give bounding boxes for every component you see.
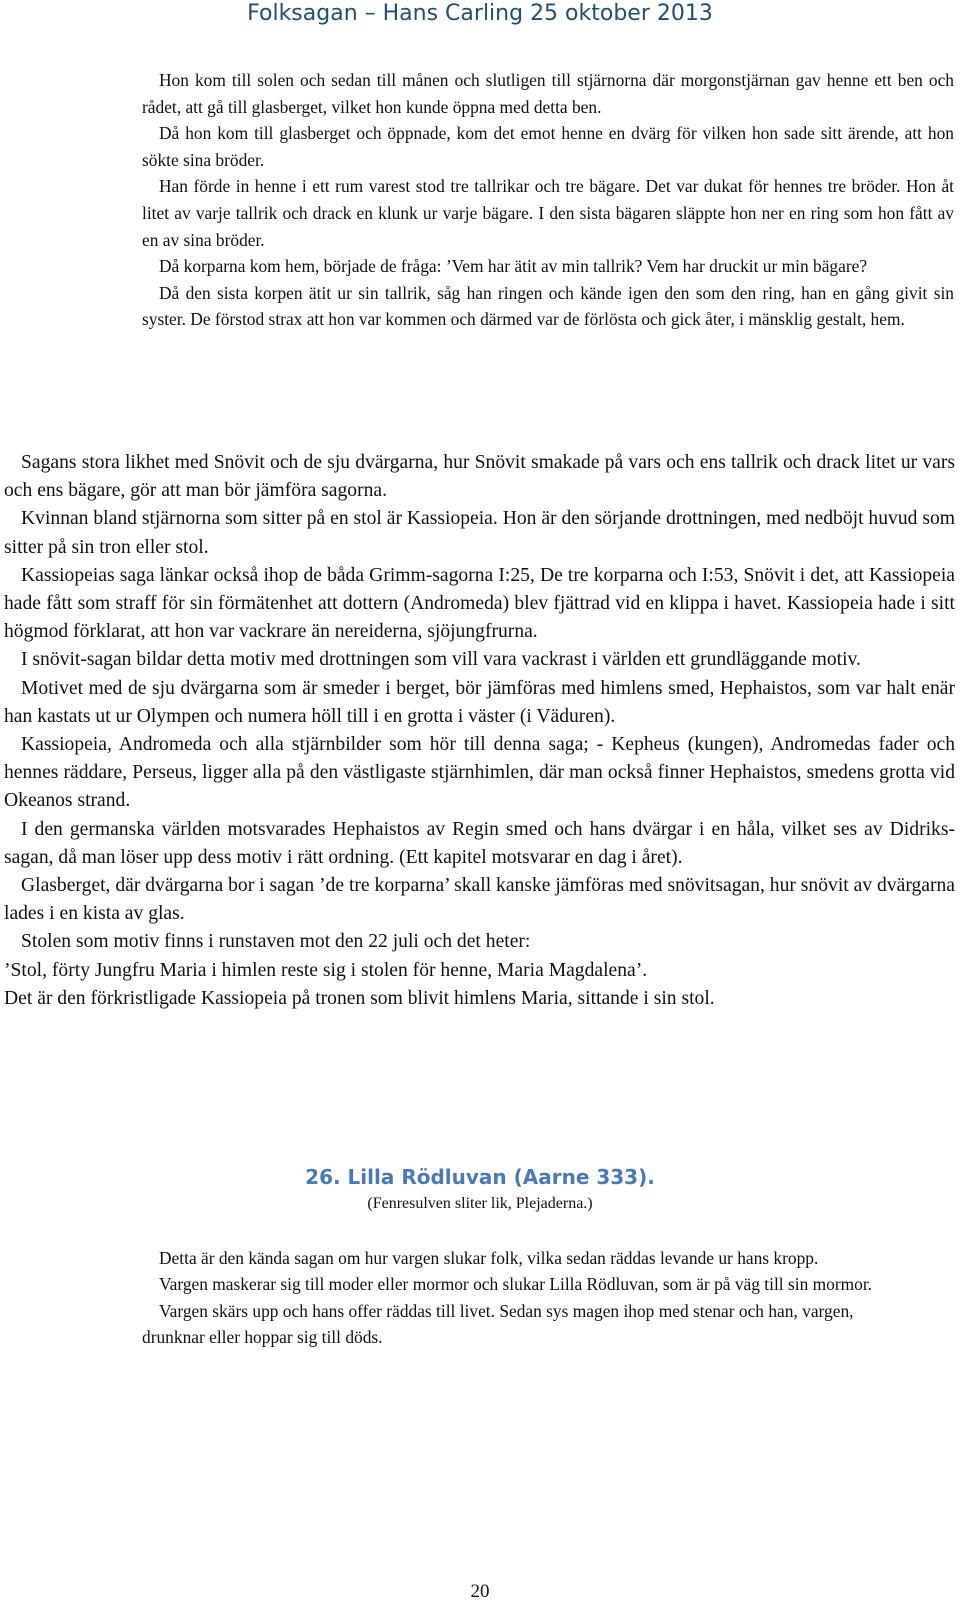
quote-paragraph: Då hon kom till glasberget och öppnade, kom det emot henne en dvärg för vilken hon sade sitt ärende, att hon sökte sina bröder. bbox=[142, 123, 954, 170]
quote-paragraph: Då den sista korpen ätit ur sin tallrik, såg han ringen och kände igen den som den ring, han en gång givit sin syster. De förstod strax att hon var kommen och därmed var de förlösta och gick åter, i mänsklig gestalt, hem. bbox=[142, 282, 954, 330]
body-paragraph: Glasberget, där dvärgarna bor i sagan ’de tre korparna’ skall kanske jämföras med snövitsagan, hur snövit av dvärgarna lades i en kista av glas. bbox=[4, 875, 955, 925]
body-paragraph: I den germanska världen motsvarades Hephaistos av Regin smed och hans dvärgar i en håla, vilket ses av Didriks-sagan, då man löser upp dess motiv i rätt ordning. (Ett kapitel motsvarar en dag i året). bbox=[4, 818, 955, 868]
section-subheading: (Fenresulven sliter lik, Plejaderna.) bbox=[367, 1195, 593, 1212]
closing-line: Det är den förkristligade Kassiopeia på tronen som blivit himlens Maria, sittande i sin stol. bbox=[4, 987, 715, 1009]
intro-paragraph: Vargen skärs upp och hans offer räddas till livet. Sedan sys magen ihop med stenar och han, vargen, drunknar eller hoppar sig till döds. bbox=[142, 1300, 854, 1347]
runstaff-quote-line: ’Stol, förty Jungfru Maria i himlen reste sig i stolen för henne, Maria Magdalena’. bbox=[4, 959, 648, 981]
page-header: Folksagan – Hans Carling 25 oktober 2013 bbox=[247, 1, 713, 26]
page-number: 20 bbox=[470, 1581, 490, 1602]
body-paragraph: Kassiopeias saga länkar också ihop de båda Grimm-sagorna I:25, De tre korparna och I:53, Snövit i det, att Kassiopeia hade fått som straff för sin förmätenhet att dottern (Andromeda) blev fjättrad vid en klippa i havet. Kassiopeia hade i sitt högmod förklarat, att hon var vackrare än nereiderna, sjöjungfrurna. bbox=[4, 564, 955, 643]
quote-paragraph: Han förde in henne i ett rum varest stod tre tallrikar och tre bägare. Det var dukat för hennes tre bröder. Hon åt litet av varje tallrik och drack en klunk ur varje bägare. I den sista bägaren släppte hon ner en ring som hon fått av en av sina bröder. bbox=[142, 176, 954, 250]
section-heading: 26. Lilla Rödluvan (Aarne 333). bbox=[305, 1165, 655, 1189]
section-intro bbox=[142, 1245, 902, 1350]
body-paragraph: I snövit-sagan bildar detta motiv med drottningen som vill vara vackrast i världen ett grundläggande motiv. bbox=[21, 649, 861, 671]
quoted-tale-excerpt bbox=[142, 67, 954, 333]
body-paragraph: Kvinnan bland stjärnorna som sitter på en stol är Kassiopeia. Hon är den sörjande drottningen, med nedböjt huvud som sitter på sin tron eller stol. bbox=[4, 508, 955, 558]
body-paragraph: Sagans stora likhet med Snövit och de sju dvärgarna, hur Snövit smakade på vars och ens tallrik och drack litet ur vars och ens bägare, gör att man bör jämföra sagorna. bbox=[4, 452, 955, 502]
quote-paragraph: Då korparna kom hem, började de fråga: ’Vem har ätit av min tallrik? Vem har druckit ur min bägare? bbox=[159, 256, 868, 277]
quote-paragraph: Hon kom till solen och sedan till månen och slutligen till stjärnorna där morgonstjärnan gav henne ett ben och rådet, att gå till glasberget, vilket hon kunde öppna med detta ben. bbox=[142, 70, 954, 117]
body-paragraph: Kassiopeia, Andromeda och alla stjärnbilder som hör till denna saga; - Kepheus (kungen), Andromedas fader och hennes räddare, Perseus, ligger alla på den västligaste stjärnhimlen, där man också finner Hephaistos, smedens grotta vid Okeanos strand. bbox=[4, 734, 955, 812]
commentary-body bbox=[4, 449, 955, 1013]
body-paragraph: Stolen som motiv finns i runstaven mot den 22 juli och det heter: bbox=[21, 931, 531, 953]
intro-paragraph: Detta är den kända sagan om hur vargen slukar folk, vilka sedan räddas levande ur hans kropp. bbox=[159, 1248, 819, 1268]
body-paragraph: Motivet med de sju dvärgarna som är smeder i berget, bör jämföras med himlens smed, Hephaistos, som var halt enär han kastats ut ur Olympen och numera höll till i en grotta i väster (i Väduren). bbox=[4, 677, 955, 727]
intro-paragraph: Vargen maskerar sig till moder eller mormor och slukar Lilla Rödluvan, som är på väg till sin mormor. bbox=[159, 1274, 873, 1295]
